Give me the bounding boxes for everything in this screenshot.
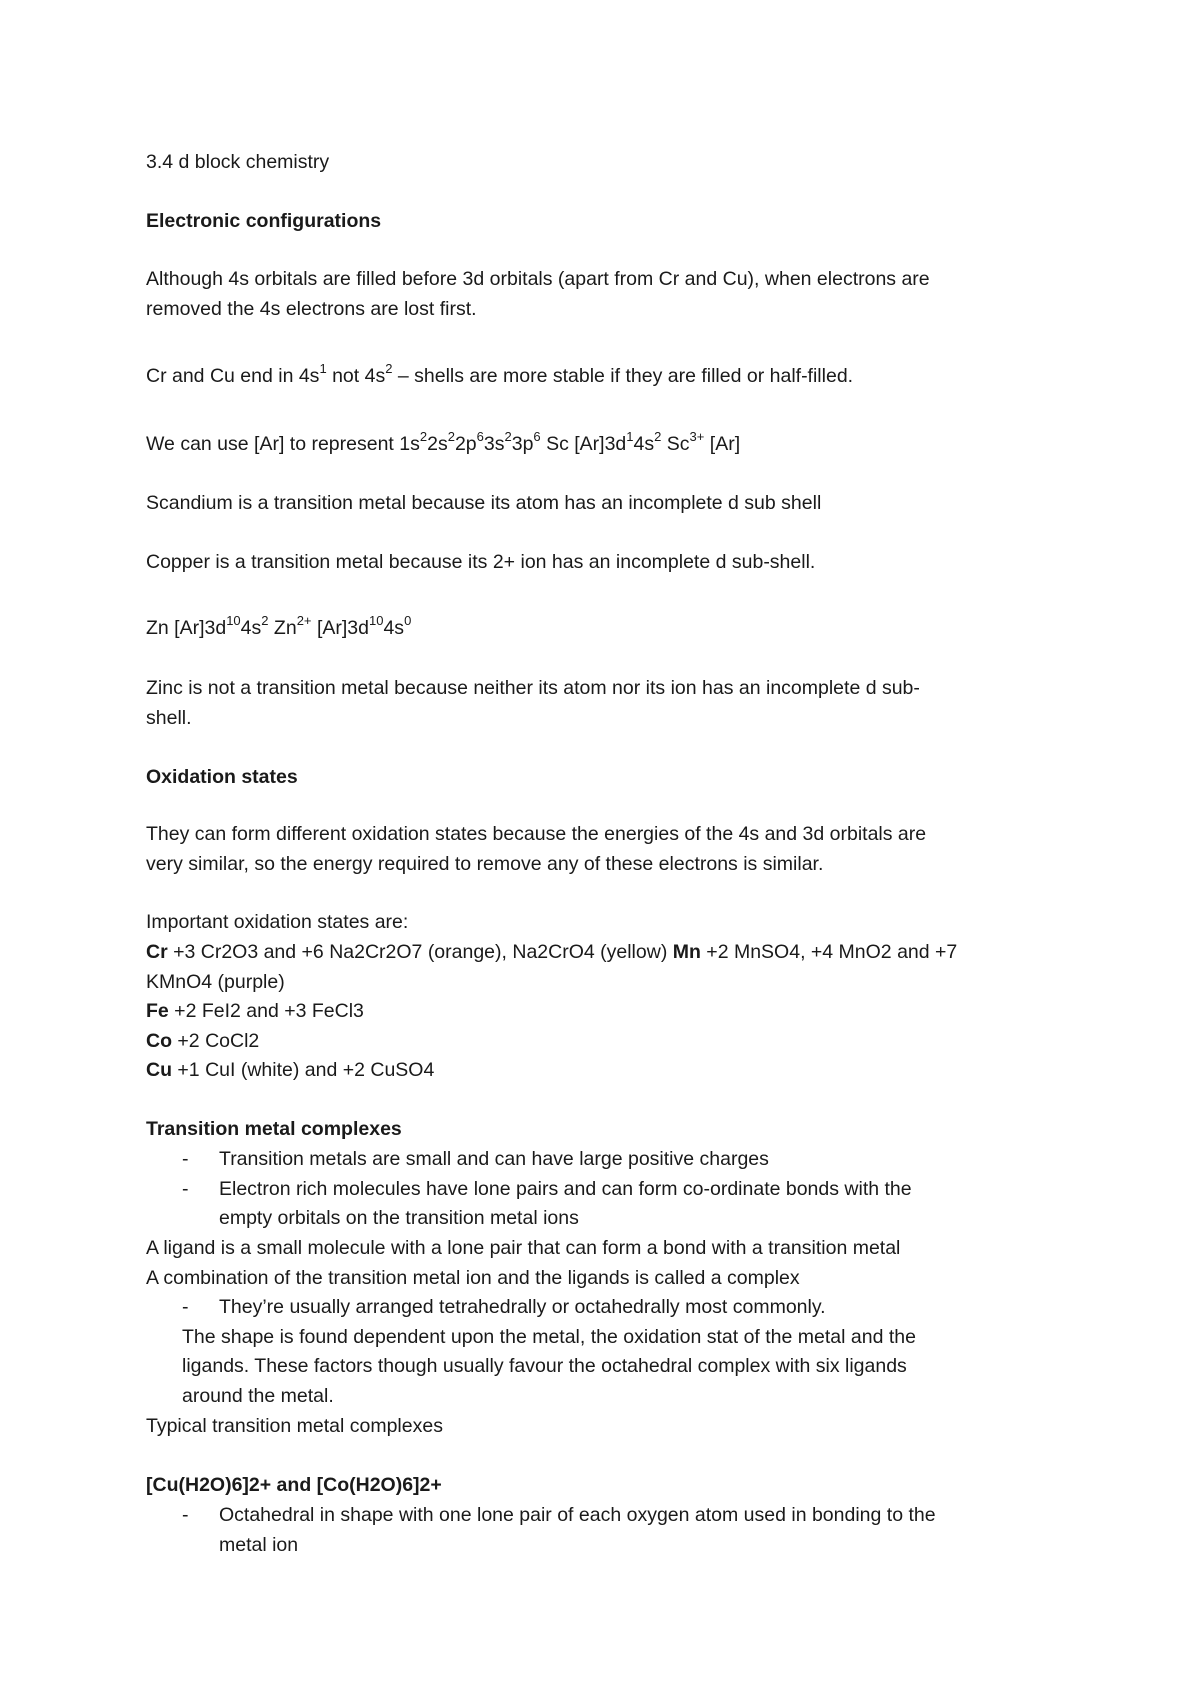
list-item: They’re usually arranged tetrahedrally or octahedrally most commonly. xyxy=(219,1296,826,1318)
page-title: 3.4 d block chemistry xyxy=(146,151,330,173)
paragraph-line: Typical transition metal complexes xyxy=(146,1415,443,1437)
heading-electronic-configurations: Electronic configurations xyxy=(146,210,382,232)
heading-oxidation-states: Oxidation states xyxy=(146,766,298,788)
paragraph-zinc-config: Zn $[Ar]3d^{10}4s^2$ $Zn^{2+}$ $[Ar]3d^{10}4s^0$ xyxy=(146,612,412,639)
heading-transition-metal-complexes: Transition metal complexes xyxy=(146,1118,402,1140)
list-item: Electron rich molecules have lone pairs and can form co-ordinate bonds with the xyxy=(219,1178,912,1200)
oxidation-line-fe: Fe +2 FeI2 and +3 FeCl3 xyxy=(146,1000,364,1022)
paragraph-line: Zinc is not a transition metal because neither its atom nor its ion has an incomplete d sub- xyxy=(146,677,920,699)
paragraph-cr-cu: Cr and Cu end in $4s^1$ not $4s^2$ – shells are more stable if they are filled or half-filled. xyxy=(146,360,854,387)
paragraph-line: KMnO4 (purple) xyxy=(146,971,285,993)
paragraph-line: Important oxidation states are: xyxy=(146,911,409,933)
bullet-marker: - xyxy=(182,1296,189,1318)
paragraph-line: They can form different oxidation states because the energies of the 4s and 3d orbitals are xyxy=(146,823,927,845)
paragraph-line: removed the 4s electrons are lost first. xyxy=(146,298,477,320)
paragraph-line: around the metal. xyxy=(182,1385,334,1407)
paragraph-line: A combination of the transition metal ion and the ligands is called a complex xyxy=(146,1267,800,1289)
paragraph-scandium: Scandium is a transition metal because its atom has an incomplete d sub shell xyxy=(146,492,822,514)
paragraph-line: Although 4s orbitals are filled before 3d orbitals (apart from Cr and Cu), when electrons are xyxy=(146,268,930,290)
bullet-marker: - xyxy=(182,1148,189,1170)
bullet-marker: - xyxy=(182,1178,189,1200)
oxidation-line-co: Co +2 CoCl2 xyxy=(146,1030,260,1052)
oxidation-line-cu: Cu +1 CuI (white) and +2 CuSO4 xyxy=(146,1059,435,1081)
list-item: Transition metals are small and can have large positive charges xyxy=(219,1148,769,1170)
paragraph-ar-notation: We can use [Ar] to represent $1s^22s^22p^63s^23p^6$ Sc $[Ar]3d^14s^2$ $Sc^{3+}$ [Ar] xyxy=(146,428,741,455)
paragraph-line: The shape is found dependent upon the metal, the oxidation stat of the metal and the xyxy=(182,1326,916,1348)
bullet-marker: - xyxy=(182,1504,189,1526)
list-item-continued: metal ion xyxy=(219,1534,299,1556)
paragraph-line: very similar, so the energy required to remove any of these electrons is similar. xyxy=(146,853,824,875)
paragraph-copper: Copper is a transition metal because its 2+ ion has an incomplete d sub-shell. xyxy=(146,551,816,573)
paragraph-line: shell. xyxy=(146,707,192,729)
oxidation-line-cr-mn: Cr +3 Cr2O3 and +6 Na2Cr2O7 (orange), Na2CrO4 (yellow) Mn +2 MnSO4, +4 MnO2 and +7 xyxy=(146,941,958,963)
paragraph-line: A ligand is a small molecule with a lone pair that can form a bond with a transition metal xyxy=(146,1237,901,1259)
heading-aqua-complexes: [Cu(H2O)6]2+ and [Co(H2O)6]2+ xyxy=(146,1474,442,1496)
paragraph-line: ligands. These factors though usually favour the octahedral complex with six ligands xyxy=(182,1355,907,1377)
list-item: Octahedral in shape with one lone pair of each oxygen atom used in bonding to the xyxy=(219,1504,936,1526)
list-item-continued: empty orbitals on the transition metal ions xyxy=(219,1207,579,1229)
